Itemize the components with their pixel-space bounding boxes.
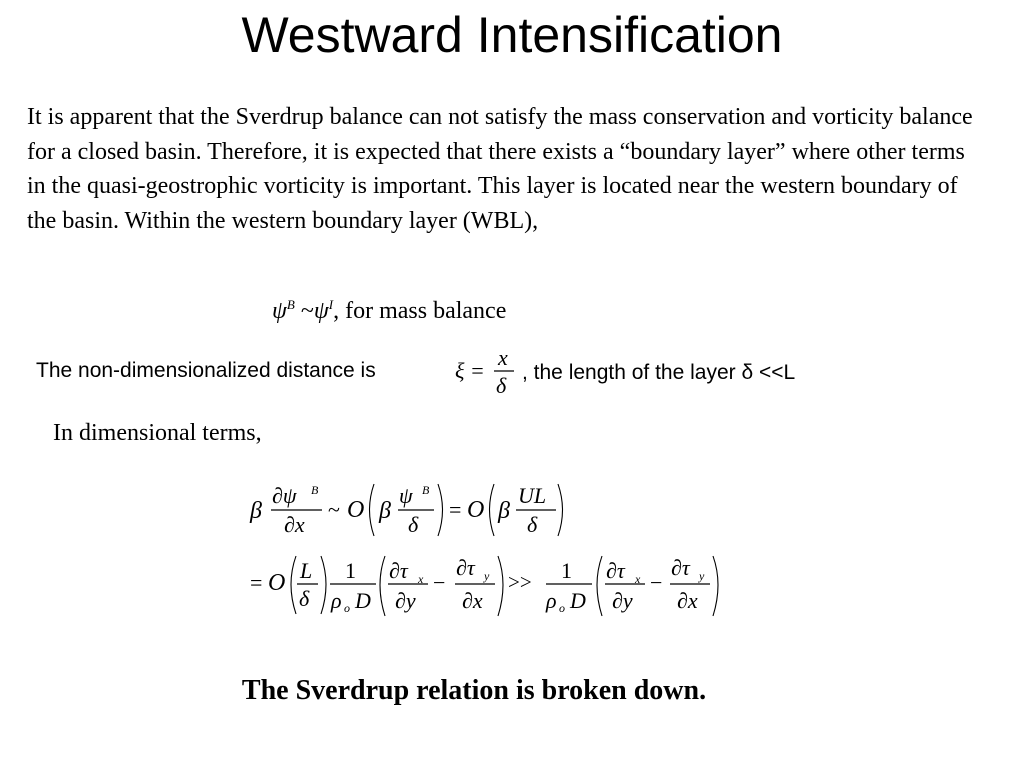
- eq2-partial-x: ∂x: [462, 588, 483, 613]
- eq2-paren-open-1: [291, 556, 296, 614]
- eq2-minus-2: −: [650, 570, 663, 595]
- eq2-sub-y: y: [484, 569, 490, 583]
- eq2-partial-tau-y: ∂τ: [456, 555, 475, 580]
- eq2-partial-tau-y-2: ∂τ: [671, 555, 690, 580]
- eq2-L: L: [300, 558, 313, 583]
- eq1-delta: δ: [408, 512, 419, 537]
- psi-symbol-2: ψ: [313, 298, 329, 324]
- dimensional-terms-text: In dimensional terms,: [53, 420, 262, 446]
- slide-title: Westward Intensification: [241, 7, 783, 63]
- eq1-equals: =: [449, 497, 462, 522]
- eq1-beta-3: β: [498, 498, 510, 524]
- eq2-minus: −: [433, 570, 446, 595]
- eq1-psi: ψ: [399, 483, 413, 508]
- psi-symbol: ψ: [272, 298, 287, 324]
- eq1-sup-b: B: [311, 483, 319, 497]
- eq1-beta-2: β: [379, 498, 391, 524]
- eq2-paren-open-3: [597, 556, 602, 616]
- eq1-partial-psi: ∂ψ: [272, 483, 297, 508]
- eq2-partial-y: ∂y: [395, 588, 416, 613]
- eq2-paren-close-3: [713, 556, 718, 616]
- eq2-sub-x-2: x: [635, 572, 641, 586]
- eq2-partial-tau-x: ∂τ: [389, 558, 408, 583]
- xi-equals: ξ =: [455, 358, 485, 383]
- eq1-paren-open-2: [490, 484, 495, 536]
- layer-length-text: , the length of the layer δ <<L: [522, 361, 796, 384]
- eq1-partial-x: ∂x: [284, 512, 305, 537]
- eq2-sub-o-2: o: [559, 601, 565, 615]
- eq2-equals: =: [250, 570, 263, 595]
- eq2-delta: δ: [299, 586, 310, 611]
- eq2-one-2: 1: [561, 558, 572, 583]
- eq2-partial-y-2: ∂y: [612, 588, 633, 613]
- eq2-O: O: [268, 570, 286, 596]
- xi-fraction: [455, 345, 514, 398]
- eq1-paren-close-2: [558, 484, 563, 536]
- eq2-paren-open-2: [380, 556, 385, 616]
- eq1-paren-open-1: [370, 484, 375, 536]
- superscript-i: I: [328, 297, 334, 312]
- eq1-O-2: O: [467, 497, 485, 523]
- eq2-D: D: [355, 588, 371, 613]
- eq2-sub-x: x: [418, 572, 424, 586]
- eq2-much-greater: >>: [508, 570, 532, 594]
- eq1-O-1: O: [347, 497, 365, 523]
- superscript-b: B: [286, 297, 295, 312]
- eq1-UL: UL: [518, 483, 547, 508]
- mass-balance-text: , for mass balance: [333, 298, 507, 324]
- xi-denominator: δ: [496, 373, 507, 398]
- eq2-rho: ρ: [331, 588, 342, 613]
- xi-numerator: x: [498, 345, 508, 370]
- nondim-distance-text: The non-dimensionalized distance is: [36, 359, 376, 382]
- eq1-delta-2: δ: [527, 512, 538, 537]
- eq2-sub-y-2: y: [699, 569, 705, 583]
- eq2-partial-x-2: ∂x: [677, 588, 698, 613]
- eq1-sim: ~: [328, 497, 340, 522]
- tilde-symbol: ~: [300, 298, 314, 324]
- conclusion-text: The Sverdrup relation is broken down.: [241, 675, 707, 706]
- eq2-D-2: D: [570, 588, 586, 613]
- eq2-rho-2: ρ: [546, 588, 557, 613]
- equation-1: [249, 483, 563, 537]
- eq1-paren-close-1: [438, 484, 443, 536]
- eq1-sup-b-2: B: [422, 483, 430, 497]
- equation-2: [250, 555, 718, 616]
- eq2-paren-close-1: [321, 556, 326, 614]
- eq2-paren-close-2: [498, 556, 503, 616]
- eq1-beta: β: [250, 498, 262, 524]
- intro-paragraph: It is apparent that the Sverdrup balance can not satisfy the mass conservation and vorticity balance for a closed basin. Therefore, it is expected that there exists a “boundary layer” where other terms in the quasi-geostrophic vorticity is important. This layer is located near the western boundary of the basin. Within the western boundary layer (WBL),: [27, 104, 973, 234]
- eq2-one: 1: [345, 558, 356, 583]
- eq2-partial-tau-x-2: ∂τ: [606, 558, 625, 583]
- eq2-sub-o: o: [344, 601, 350, 615]
